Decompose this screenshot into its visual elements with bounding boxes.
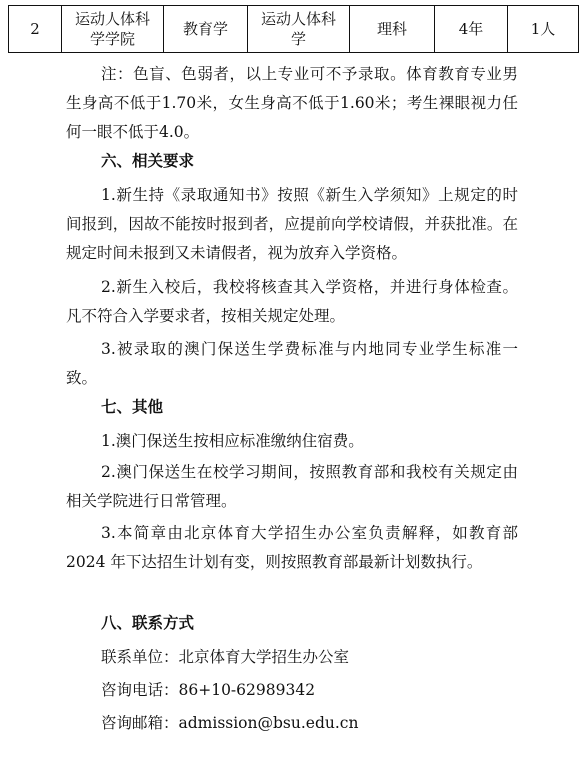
- cell-index: 2: [9, 6, 62, 53]
- note-paragraph: 注：色盲、色弱者，以上专业可不予录取。体育教育专业男生身高不低于1.70米，女生身高不低于1.60米；考生裸眼视力任何一眼不低于4.0。: [66, 65, 518, 141]
- cell-major: 运动人体科学: [248, 6, 350, 53]
- section-7-item-3: 3.本简章由北京体育大学招生办公室负责解释，如教育部 2024 年下达招生计划有变，则按照教育部最新计划数执行。: [66, 524, 518, 571]
- section-6-item-1: 1.新生持《录取通知书》按照《新生入学须知》上规定的时间报到，因故不能按时报到者，应提前向学校请假，并获批准。在规定时间未报到又未请假者，视为放弃入学资格。: [66, 186, 518, 262]
- enrollment-table: [8, 5, 579, 53]
- section-6-item-2: 2.新生入校后，我校将核查其入学资格，并进行身体检查。凡不符合入学要求者，按相关规定处理。: [66, 278, 518, 325]
- cell-quota: 1人: [508, 6, 579, 53]
- section-7-heading: 七、其他: [101, 398, 164, 416]
- table-row: [9, 6, 579, 53]
- section-7-item-1: 1.澳门保送生按相应标准缴纳住宿费。: [101, 432, 364, 450]
- cell-duration: 4年: [435, 6, 508, 53]
- contact-unit: 联系单位：北京体育大学招生办公室: [101, 648, 350, 666]
- contact-phone: 咨询电话：86+10-62989342: [101, 681, 316, 699]
- contact-email: 咨询邮箱：admission@bsu.edu.cn: [101, 714, 359, 732]
- section-6-heading: 六、相关要求: [101, 152, 195, 170]
- section-7-item-2: 2.澳门保送生在校学习期间，按照教育部和我校有关规定由相关学院进行日常管理。: [66, 463, 518, 510]
- section-6-item-3: 3.被录取的澳门保送生学费标准与内地同专业学生标准一致。: [66, 340, 518, 387]
- cell-major-class: 教育学: [164, 6, 248, 53]
- cell-category: 理科: [350, 6, 435, 53]
- section-8-heading: 八、联系方式: [101, 614, 195, 632]
- cell-college: 运动人体科学学院: [62, 6, 164, 53]
